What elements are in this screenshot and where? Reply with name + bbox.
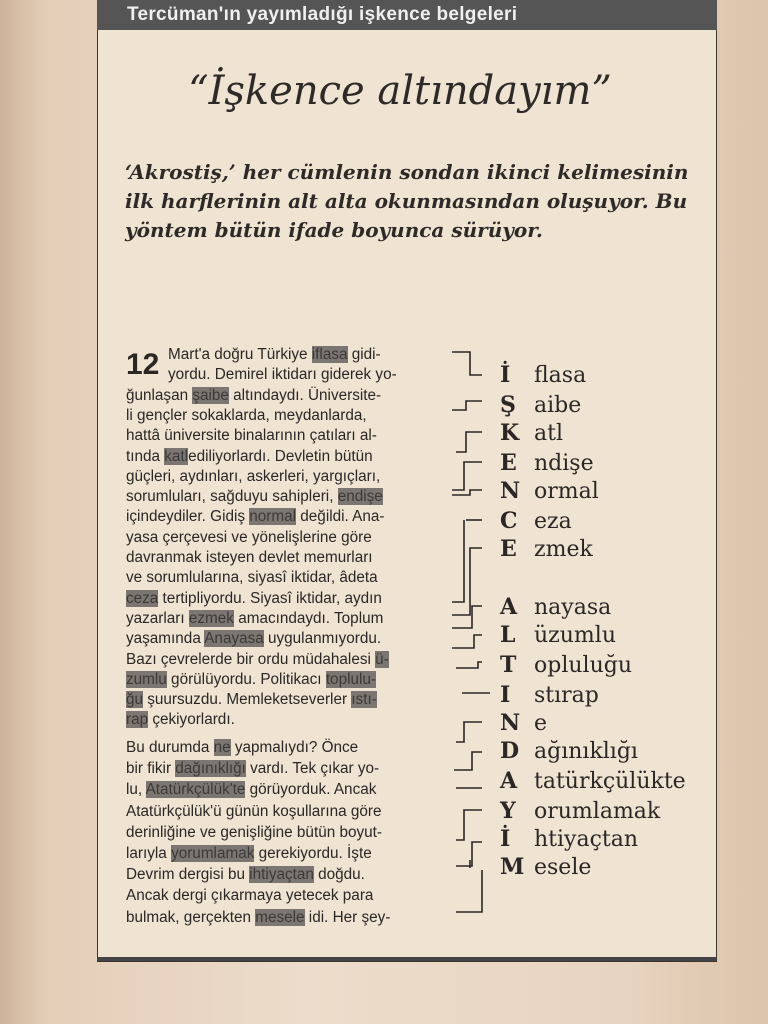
- text-span: idi. Her şey-: [304, 908, 391, 926]
- text-line: [126, 865, 365, 885]
- highlighted-word: katl: [164, 447, 189, 465]
- text-span: şuursuzdu. Memleketseverler: [143, 691, 352, 709]
- text-span: derinliğine ve genişliğine bütün boyut-: [126, 823, 382, 841]
- acrostic-row: [500, 652, 632, 678]
- highlighted-word: şaibe: [192, 386, 229, 404]
- text-span: yordu. Demirel iktidarı giderek yo-: [168, 366, 397, 384]
- text-line: [126, 823, 382, 843]
- text-line: [126, 528, 372, 548]
- text-span: çekiyorlardı.: [148, 711, 235, 729]
- highlighted-word: endişe: [337, 488, 383, 506]
- text-span: görülüyordu. Politikacı: [166, 670, 326, 688]
- text-line: [126, 629, 381, 649]
- acrostic-row: [500, 738, 638, 764]
- paragraph-1: [126, 345, 451, 735]
- text-line: [126, 507, 385, 527]
- text-span: değildi. Ana-: [296, 508, 385, 526]
- acrostic-word: orumlamak: [534, 799, 661, 824]
- acrostic-word: htiyaçtan: [534, 827, 639, 852]
- acrostic-word: aibe: [534, 393, 582, 418]
- text-span: sorumluları, sağduyu sahipleri,: [126, 488, 338, 506]
- acrostic-row: [500, 508, 572, 534]
- highlighted-word: dağınıklığı: [175, 760, 246, 778]
- acrostic-letter: A: [500, 768, 518, 794]
- text-line: [126, 589, 382, 609]
- highlighted-word: ğu: [126, 691, 144, 709]
- acrostic-letter: D: [500, 738, 520, 764]
- text-span: li gençler sokaklarda, meydanlarda,: [126, 406, 367, 424]
- text-line: [126, 609, 383, 629]
- text-line: [126, 650, 389, 670]
- acrostic-word: üzumlu: [534, 623, 616, 648]
- acrostic-word: stırap: [534, 683, 599, 708]
- acrostic-row: [500, 420, 563, 446]
- text-line: [126, 386, 381, 406]
- acrostic-row: [500, 768, 686, 794]
- highlighted-word: zumlu: [126, 670, 167, 688]
- text-span: doğdu.: [313, 866, 365, 884]
- text-span: yapmalıydı? Önce: [230, 739, 359, 756]
- acrostic-row: [500, 536, 593, 562]
- acrostic-column: [452, 340, 712, 930]
- text-line: [126, 759, 379, 779]
- highlighted-word: toplulu-: [325, 670, 376, 688]
- text-line: [126, 548, 373, 568]
- acrostic-word: e: [534, 711, 548, 736]
- acrostic-letter: E: [500, 536, 517, 562]
- text-line: [126, 426, 377, 446]
- drop-number: 12: [126, 348, 160, 381]
- text-span: amacındaydı. Toplum: [233, 609, 384, 627]
- acrostic-letter: İ: [500, 362, 511, 388]
- text-line: [126, 690, 377, 710]
- acrostic-row: [500, 798, 660, 824]
- acrostic-word: ormal: [534, 479, 599, 504]
- acrostic-row: [500, 392, 581, 418]
- acrostic-row: [500, 710, 547, 736]
- text-line: [168, 365, 397, 385]
- text-line: [126, 447, 373, 467]
- highlighted-word: ceza: [126, 589, 159, 607]
- acrostic-row: [500, 450, 594, 476]
- highlighted-word: yorumlamak: [171, 845, 255, 862]
- text-span: Bu durumda: [126, 739, 214, 756]
- text-span: Mart'a doğru Türkiye: [168, 346, 312, 363]
- acrostic-letter: İ: [500, 826, 511, 852]
- acrostic-word: flasa: [534, 363, 587, 388]
- acrostic-word: esele: [534, 855, 592, 880]
- text-span: uygulanmıyordu.: [263, 630, 382, 648]
- banner-title: Tercüman'ın yayımladığı işkence belgeleri: [97, 0, 717, 30]
- text-span: yaşamında: [126, 630, 205, 648]
- highlighted-word: mesele: [255, 908, 305, 926]
- acrostic-row: [500, 854, 591, 880]
- acrostic-letter: I: [500, 682, 511, 708]
- acrostic-row: [500, 362, 586, 388]
- acrostic-letter: N: [500, 478, 521, 504]
- acrostic-word: nayasa: [534, 595, 612, 620]
- text-span: larıyla: [126, 845, 172, 862]
- text-line: [126, 802, 381, 822]
- text-span: ediliyorlardı. Devletin bütün: [188, 447, 373, 465]
- highlighted-word: Anayasa: [204, 630, 264, 648]
- acrostic-word: tatürkçülükte: [534, 769, 686, 794]
- text-span: tında: [126, 447, 165, 465]
- text-line: [126, 710, 235, 730]
- text-line: [126, 487, 383, 507]
- acrostic-word: zmek: [534, 537, 593, 562]
- text-line: [126, 886, 373, 906]
- text-line: [126, 908, 390, 928]
- text-span: Ancak dergi çıkarmaya yetecek para: [126, 887, 374, 905]
- highlighted-word: ezmek: [188, 609, 234, 627]
- highlighted-word: iflasa: [311, 346, 348, 363]
- acrostic-row: [500, 478, 599, 504]
- text-span: yasa çerçevesi ve yönelişlerine göre: [126, 528, 372, 546]
- text-span: Bazı çevrelerde bir ordu müdahalesi: [126, 650, 376, 668]
- highlighted-word: ihtiyaçtan: [249, 866, 314, 884]
- acrostic-letter: M: [500, 854, 525, 880]
- paragraph-2: [126, 738, 451, 938]
- highlighted-word: rap: [126, 711, 149, 729]
- text-span: güçleri, aydınları, askerleri, yargıçları,: [126, 467, 381, 485]
- text-line: [126, 844, 372, 864]
- acrostic-word: ağınıklığı: [534, 739, 638, 764]
- acrostic-row: [500, 594, 611, 620]
- text-span: tertipliyordu. Siyasî iktidar, aydın: [158, 589, 382, 607]
- highlighted-word: normal: [249, 508, 297, 526]
- acrostic-letter: Y: [500, 798, 516, 824]
- text-span: gerekiyordu. İşte: [254, 845, 372, 862]
- text-line: [126, 780, 376, 800]
- text-span: bulmak, gerçekten: [126, 908, 256, 926]
- text-span: içindeydiler. Gidiş: [126, 508, 250, 526]
- text-span: Atatürkçülük'ü günün koşullarına göre: [126, 802, 382, 820]
- text-span: lu,: [126, 781, 146, 799]
- highlighted-word: Atatürkçülük'te: [145, 781, 246, 799]
- text-span: ğunlaşan: [126, 386, 193, 404]
- text-span: gidi-: [347, 346, 381, 363]
- acrostic-row: [500, 622, 616, 648]
- text-line: [126, 568, 378, 588]
- acrostic-letter: E: [500, 450, 517, 476]
- highlighted-word: ü-: [375, 650, 389, 668]
- acrostic-letter: C: [500, 508, 518, 534]
- text-span: vardı. Tek çıkar yo-: [245, 760, 380, 778]
- acrostic-letter: K: [500, 420, 520, 446]
- acrostic-letter: A: [500, 594, 518, 620]
- text-line: [126, 670, 376, 690]
- acrostic-word: eza: [534, 509, 572, 534]
- text-line: [126, 738, 358, 758]
- acrostic-row: [500, 682, 599, 708]
- acrostic-word: ndişe: [534, 451, 594, 476]
- text-span: davranmak isteyen devlet memurları: [126, 549, 373, 566]
- text-span: hattâ üniversite binalarının çatıları al-: [126, 427, 377, 445]
- acrostic-letter: T: [500, 652, 517, 678]
- acrostic-letter: Ş: [500, 392, 516, 418]
- text-span: altındaydı. Üniversite-: [228, 386, 382, 404]
- text-span: bir fikir: [126, 760, 176, 778]
- text-line: [168, 345, 381, 365]
- text-line: [126, 406, 367, 426]
- acrostic-word: atl: [534, 421, 563, 446]
- acrostic-row: [500, 826, 638, 852]
- text-span: yazarları: [126, 609, 189, 627]
- acrostic-word: opluluğu: [534, 653, 632, 678]
- bottom-rule: [97, 957, 717, 961]
- highlighted-word: ıstı-: [351, 691, 377, 709]
- acrostic-letter: N: [500, 710, 521, 736]
- text-line: [126, 467, 380, 487]
- text-span: görüyorduk. Ancak: [245, 781, 377, 799]
- highlighted-word: ne: [213, 739, 231, 756]
- text-span: Devrim dergisi bu: [126, 866, 250, 884]
- acrostic-letter: L: [500, 622, 516, 648]
- headline: “İşkence altındayım”: [188, 68, 612, 114]
- text-span: ve sorumlularına, siyasî iktidar, âdeta: [126, 569, 378, 587]
- subtitle: ‘Akrostiş,’ her cümlenin sondan ikinci kelimesinin ilk harflerinin alt alta okunmasından oluşuyor. Bu yöntem bütün ifade boyunca sürüyor.: [125, 160, 689, 242]
